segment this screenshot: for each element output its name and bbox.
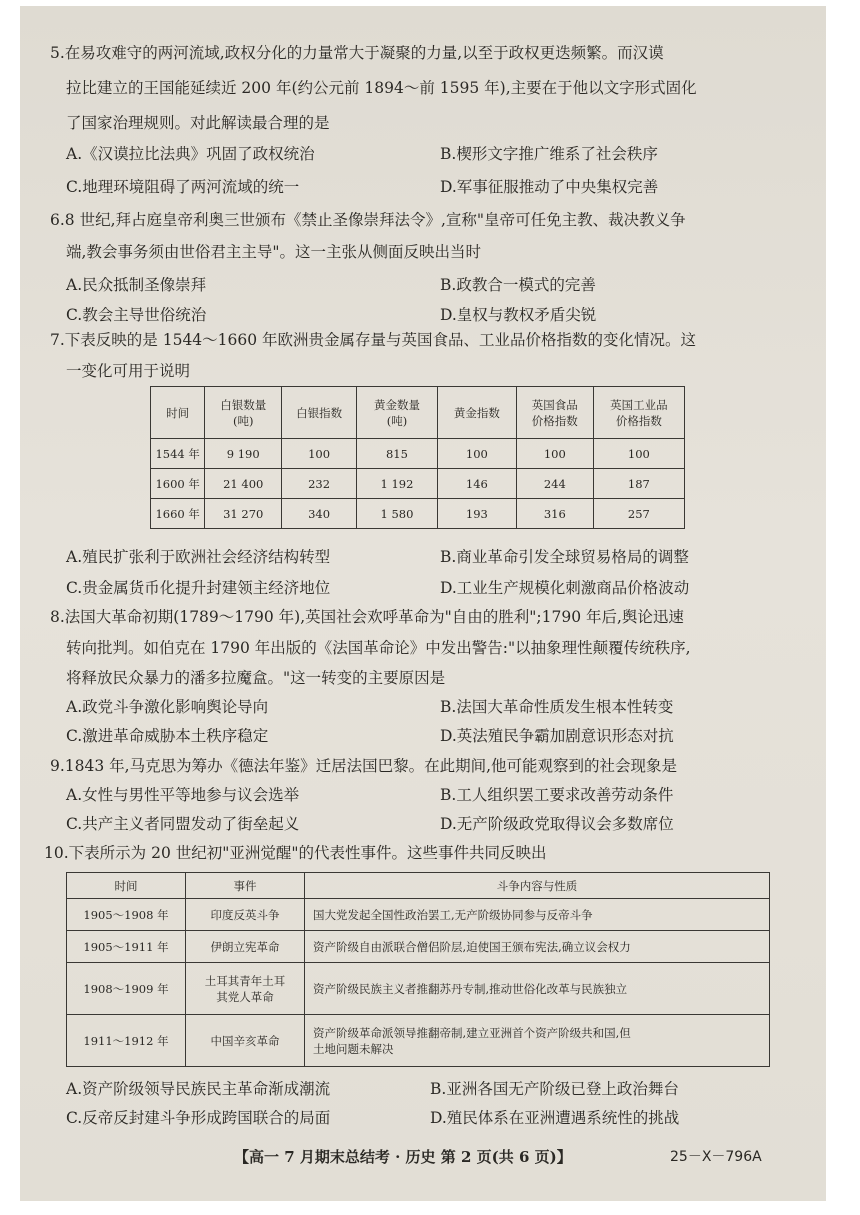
table-cell: 31 270 xyxy=(205,499,282,529)
table-row xyxy=(67,899,770,931)
table-cell: 1 580 xyxy=(356,499,437,529)
table-cell: 316 xyxy=(516,499,593,529)
q9-option-b: B.工人组织罢工要求改善劳动条件 xyxy=(440,786,674,804)
table-cell: 1660 年 xyxy=(151,499,205,529)
q9-option-a: A.女性与男性平等地参与议会选举 xyxy=(66,786,300,804)
q7-stem-line-1: 7.下表反映的是 1544～1660 年欧洲贵金属存量与英国食品、工业品价格指数的变化情况。这 xyxy=(50,331,697,349)
q9-stem-line-1: 9.1843 年,马克思为筹办《德法年鉴》迁居法国巴黎。在此期间,他可能观察到的社会现象是 xyxy=(50,757,678,775)
q10-option-d: D.殖民体系在亚洲遭遇系统性的挑战 xyxy=(430,1109,680,1127)
table-cell: 1905～1908 年 xyxy=(67,899,186,931)
table-cell: 100 xyxy=(516,439,593,469)
table-cell: 伊朗立宪革命 xyxy=(186,931,305,963)
table-cell: 中国辛亥革命 xyxy=(186,1015,305,1067)
table-cell: 146 xyxy=(437,469,516,499)
q9-option-c: C.共产主义者同盟发动了街垒起义 xyxy=(66,815,300,833)
q8-option-b: B.法国大革命性质发生根本性转变 xyxy=(440,698,674,716)
q5-option-d: D.军事征服推动了中央集权完善 xyxy=(440,178,659,196)
q6-option-a: A.民众抵制圣像崇拜 xyxy=(66,276,207,294)
table-cell: 244 xyxy=(516,469,593,499)
column-header: 黄金数量 (吨) xyxy=(356,387,437,439)
table-cell: 1905～1911 年 xyxy=(67,931,186,963)
column-header: 黄金指数 xyxy=(437,387,516,439)
q7-option-a: A.殖民扩张利于欧洲社会经济结构转型 xyxy=(66,548,331,566)
q10-option-c: C.反帝反封建斗争形成跨国联合的局面 xyxy=(66,1109,331,1127)
table-cell: 187 xyxy=(593,469,684,499)
q10-option-b: B.亚洲各国无产阶级已登上政治舞台 xyxy=(430,1080,679,1098)
table-cell: 印度反英斗争 xyxy=(186,899,305,931)
exam-page xyxy=(20,6,826,1201)
q10-stem-line-1: 10.下表所示为 20 世纪初"亚洲觉醒"的代表性事件。这些事件共同反映出 xyxy=(44,844,547,862)
table-cell: 资产阶级革命派领导推翻帝制,建立亚洲首个资产阶级共和国,但 土地问题未解决 xyxy=(305,1015,770,1067)
page-footer-title: 【高一 7 月期末总结考 · 历史 第 2 页(共 6 页)】 xyxy=(234,1148,572,1166)
q7-stem-line-2: 一变化可用于说明 xyxy=(66,362,191,380)
table-header-row xyxy=(151,387,685,439)
table-cell: 国大党发起全国性政治罢工,无产阶级协同参与反帝斗争 xyxy=(305,899,770,931)
column-header: 英国食品 价格指数 xyxy=(516,387,593,439)
table-cell: 9 190 xyxy=(205,439,282,469)
precious-metal-price-table xyxy=(150,386,685,529)
q8-option-a: A.政党斗争激化影响舆论导向 xyxy=(66,698,269,716)
asian-awakening-table xyxy=(66,872,770,1067)
q5-option-b: B.楔形文字推广维系了社会秩序 xyxy=(440,145,658,163)
q10-option-a: A.资产阶级领导民族民主革命渐成潮流 xyxy=(66,1080,331,1098)
q7-option-b: B.商业革命引发全球贸易格局的调整 xyxy=(440,548,689,566)
q5-option-a: A.《汉谟拉比法典》巩固了政权统治 xyxy=(66,145,315,163)
table-cell: 1544 年 xyxy=(151,439,205,469)
table-cell: 193 xyxy=(437,499,516,529)
table-header-row xyxy=(67,873,770,899)
table-cell: 21 400 xyxy=(205,469,282,499)
table-row xyxy=(151,439,685,469)
q8-stem-line-2: 转向批判。如伯克在 1790 年出版的《法国革命论》中发出警告:"以抽象理性颠覆传统秩序, xyxy=(66,639,691,657)
table-cell: 资产阶级自由派联合僧侣阶层,迫使国王颁布宪法,确立议会权力 xyxy=(305,931,770,963)
table-cell: 100 xyxy=(282,439,357,469)
table-row xyxy=(67,931,770,963)
q6-stem-line-2: 端,教会事务须由世俗君主主导"。这一主张从侧面反映出当时 xyxy=(66,243,482,261)
q5-option-c: C.地理环境阻碍了两河流域的统一 xyxy=(66,178,300,196)
table-cell: 257 xyxy=(593,499,684,529)
table-cell: 资产阶级民族主义者推翻苏丹专制,推动世俗化改革与民族独立 xyxy=(305,963,770,1015)
table-cell: 815 xyxy=(356,439,437,469)
table-cell: 1 192 xyxy=(356,469,437,499)
column-header: 时间 xyxy=(151,387,205,439)
q7-option-c: C.贵金属货币化提升封建领主经济地位 xyxy=(66,579,331,597)
table-cell: 100 xyxy=(593,439,684,469)
q6-stem-line-1: 6.8 世纪,拜占庭皇帝利奥三世颁布《禁止圣像崇拜法令》,宣称"皇帝可任免主教、裁决教义争 xyxy=(50,211,686,229)
q6-option-d: D.皇权与教权矛盾尖锐 xyxy=(440,306,597,324)
table-cell: 232 xyxy=(282,469,357,499)
column-header: 白银数量 (吨) xyxy=(205,387,282,439)
table-row xyxy=(67,1015,770,1067)
table-cell: 1908～1909 年 xyxy=(67,963,186,1015)
q5-stem-line-1: 5.在易攻难守的两河流域,政权分化的力量常大于凝聚的力量,以至于政权更迭频繁。而汉谟 xyxy=(50,44,664,62)
column-header: 时间 xyxy=(67,873,186,899)
table-cell: 1600 年 xyxy=(151,469,205,499)
table-row xyxy=(67,963,770,1015)
table-row xyxy=(151,469,685,499)
q8-stem-line-1: 8.法国大革命初期(1789～1790 年),英国社会欢呼革命为"自由的胜利";1790 年后,舆论迅速 xyxy=(50,608,684,626)
table-cell: 340 xyxy=(282,499,357,529)
q5-stem-line-2: 拉比建立的王国能延续近 200 年(约公元前 1894～前 1595 年),主要在于他以文字形式固化 xyxy=(66,79,697,97)
table-cell: 土耳其青年土耳 其党人革命 xyxy=(186,963,305,1015)
q6-option-b: B.政教合一模式的完善 xyxy=(440,276,596,294)
q8-option-c: C.激进革命威胁本土秩序稳定 xyxy=(66,727,269,745)
q5-stem-line-3: 了国家治理规则。对此解读最合理的是 xyxy=(66,114,330,132)
q6-option-c: C.教会主导世俗统治 xyxy=(66,306,207,324)
q8-stem-line-3: 将释放民众暴力的潘多拉魔盒。"这一转变的主要原因是 xyxy=(66,669,446,687)
column-header: 白银指数 xyxy=(282,387,357,439)
q9-option-d: D.无产阶级政党取得议会多数席位 xyxy=(440,815,674,833)
q7-option-d: D.工业生产规模化刺激商品价格波动 xyxy=(440,579,690,597)
paper-code: 25－X－796A xyxy=(670,1149,762,1165)
column-header: 事件 xyxy=(186,873,305,899)
column-header: 英国工业品 价格指数 xyxy=(593,387,684,439)
table-cell: 1911～1912 年 xyxy=(67,1015,186,1067)
table-row xyxy=(151,499,685,529)
column-header: 斗争内容与性质 xyxy=(305,873,770,899)
q8-option-d: D.英法殖民争霸加剧意识形态对抗 xyxy=(440,727,674,745)
table-cell: 100 xyxy=(437,439,516,469)
